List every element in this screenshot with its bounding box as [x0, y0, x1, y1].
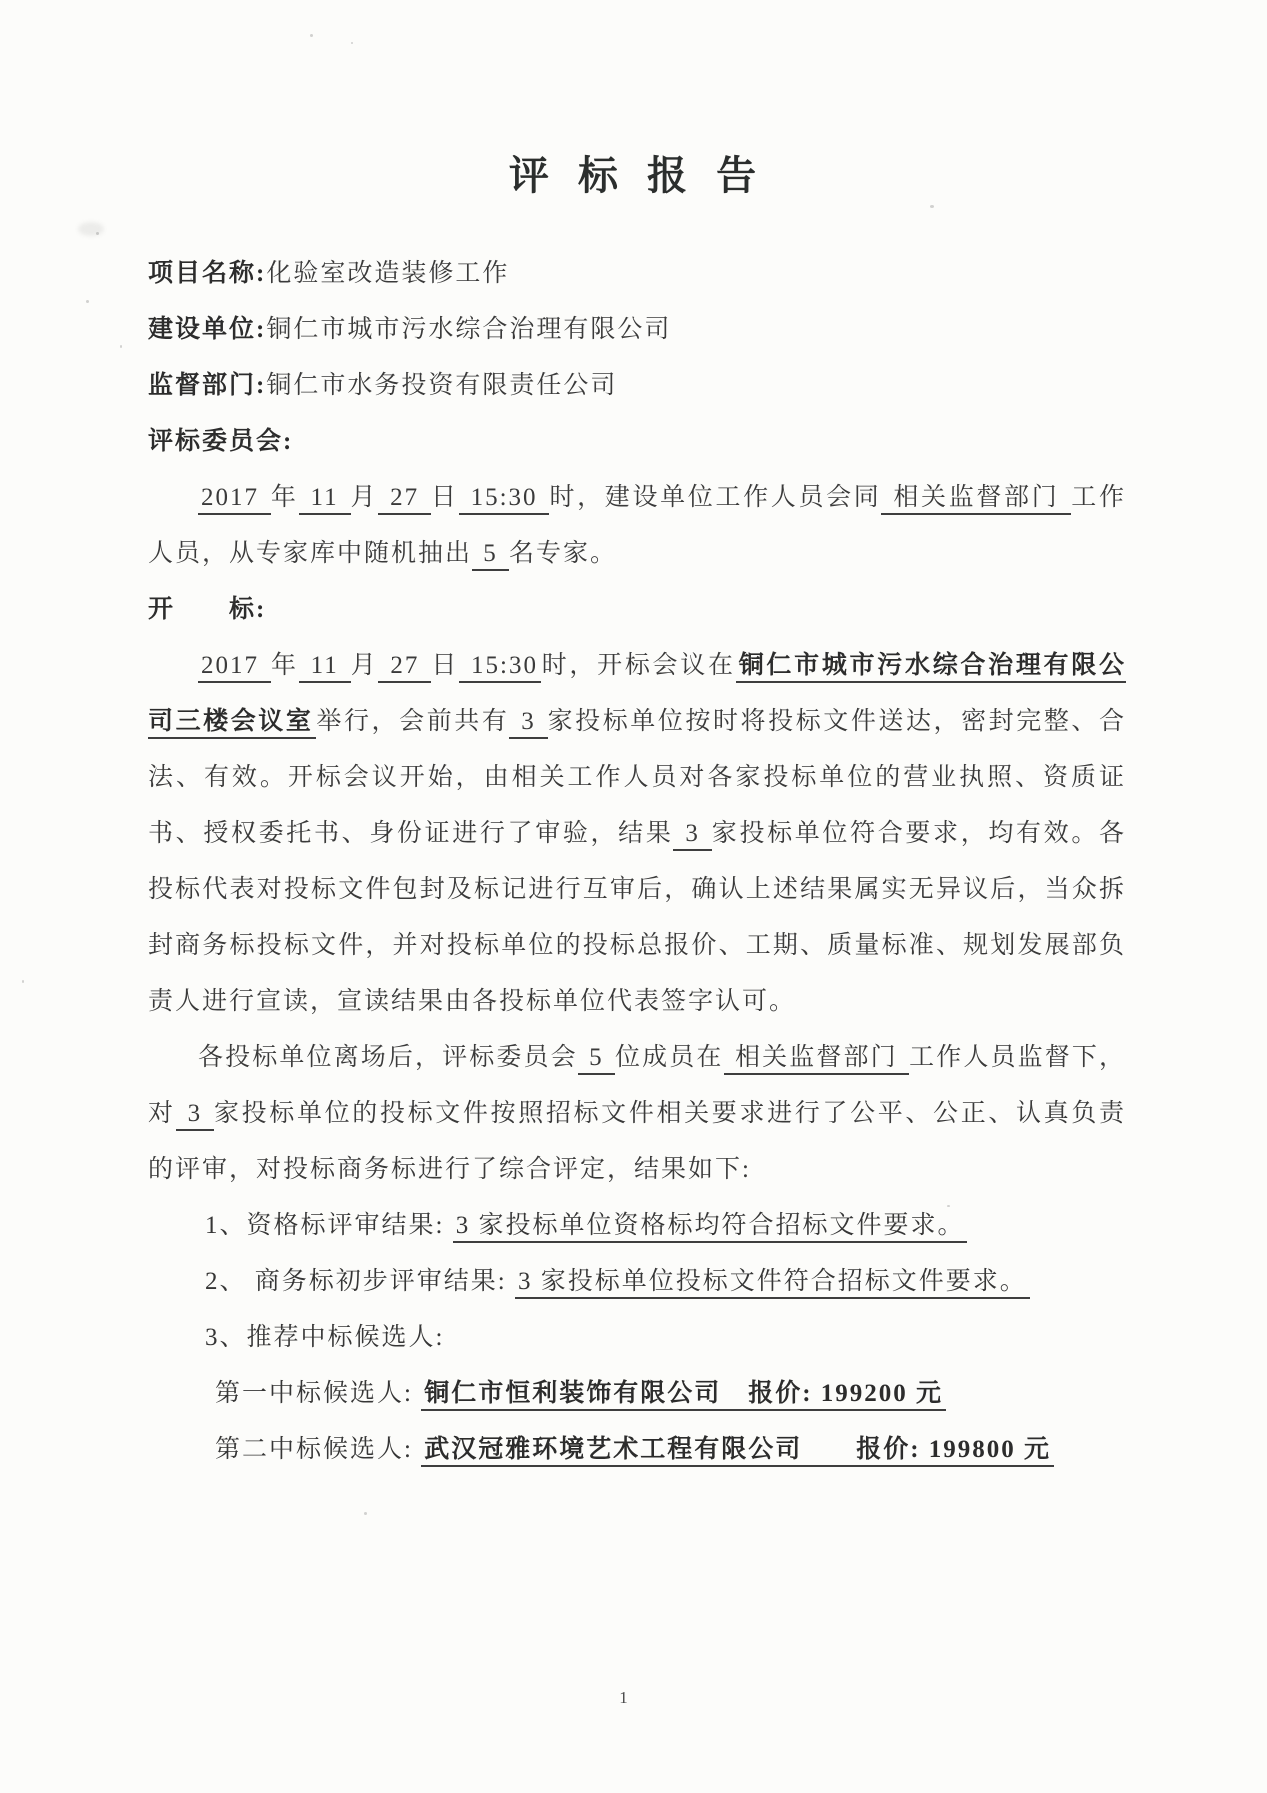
- text-run: 名专家。: [509, 540, 618, 567]
- result-prefix: 2、 商务标初步评审结果:: [205, 1268, 515, 1295]
- blank-year: 2017: [198, 652, 271, 683]
- candidate-second: [148, 1422, 1126, 1478]
- result-prefix: 1、资格标评审结果:: [205, 1212, 453, 1239]
- text-run: 位成员在: [615, 1044, 724, 1071]
- result-prefix: 3、推荐中标候选人:: [205, 1324, 445, 1351]
- text-run: 日: [431, 484, 459, 511]
- document-content: [148, 152, 1126, 1478]
- scan-speck: [310, 34, 313, 37]
- paragraph-evaluation: [148, 1030, 1126, 1198]
- text-run: 日: [431, 652, 460, 679]
- blank-qualified-count: 3: [673, 820, 711, 851]
- field-supervision-dept: [148, 358, 1126, 414]
- scan-speck: [120, 345, 122, 348]
- text-run: 年: [270, 484, 299, 511]
- text-run: 工作人员，从专家库中随机抽出: [148, 484, 1126, 567]
- blank-day: 27: [378, 652, 431, 683]
- candidate-label: 第一中标候选人:: [215, 1380, 422, 1407]
- scan-smudge: [78, 222, 104, 236]
- result-item-qualification: [148, 1198, 1126, 1254]
- page-title: 评 标 报 告: [508, 154, 766, 198]
- field-label: 项目名称:: [148, 260, 267, 287]
- result-conclusion: 3 家投标单位投标文件符合招标文件要求。: [515, 1268, 1030, 1299]
- result-item-candidates-heading: [148, 1310, 1126, 1366]
- section-heading-bid-opening: 开 标:: [148, 596, 267, 623]
- text-run: 家投标单位的投标文件按照招标文件相关要求进行了公平、公正、认真负责的评审，对投标商务标进行了综合评定，结果如下:: [148, 1100, 1126, 1183]
- text-run: 举行，会前共有: [316, 708, 510, 735]
- candidate-label: 第二中标候选人:: [215, 1436, 422, 1463]
- blank-expert-count: 5: [472, 540, 509, 571]
- field-construction-unit: [148, 302, 1126, 358]
- paragraph-bid-opening: [148, 638, 1126, 1030]
- text-run: 家投标单位按时将投标文件送达，密封完整、合法、有效。开标会议开始，由相关工作人员对各家投标单位的营业执照、资质证书、授权委托书、身份证进行了审验，结果: [148, 708, 1126, 847]
- field-project-name: [148, 246, 1126, 302]
- scan-speck: [364, 1512, 367, 1515]
- scan-speck: [351, 42, 353, 44]
- text-run: 时，开标会议在: [540, 652, 736, 679]
- blank-year: 2017: [198, 484, 271, 515]
- text-run: 时，建设单位工作人员会同: [549, 484, 882, 511]
- text-run: 月: [350, 652, 379, 679]
- field-value: 铜仁市城市污水综合治理有限公司: [266, 316, 672, 343]
- candidate-1-detail: 铜仁市恒利装饰有限公司 报价: 199200 元: [421, 1380, 946, 1411]
- candidate-first: [148, 1366, 1126, 1422]
- text-run: 月: [350, 484, 379, 511]
- field-label: 建设单位:: [148, 316, 267, 343]
- candidate-2-detail: 武汉冠雅环境艺术工程有限公司 报价: 199800 元: [421, 1436, 1054, 1467]
- result-item-commercial: [148, 1254, 1126, 1310]
- page-number: 1: [619, 1688, 628, 1707]
- blank-member-count: 5: [578, 1044, 615, 1075]
- section-heading-committee: 评标委员会:: [148, 428, 294, 455]
- text-run: 家投标单位符合要求，均有效。各投标代表对投标文件包封及标记进行互审后，确认上述结果属实无异议后，当众拆封商务标投标文件，并对投标单位的投标总报价、工期、质量标准、规划发展部负责人进行宣读，宣读结果由各投标单位代表签字认可。: [148, 820, 1126, 1015]
- field-value: 铜仁市水务投资有限责任公司: [266, 372, 618, 399]
- scan-speck: [96, 232, 99, 235]
- scan-speck: [86, 300, 89, 303]
- text-run: 年: [270, 652, 299, 679]
- paragraph-committee: [148, 470, 1126, 582]
- scan-speck: [22, 980, 24, 983]
- text-run: 各投标单位离场后，评标委员会: [198, 1044, 578, 1071]
- blank-supervision-dept: 相关监督部门: [881, 484, 1071, 515]
- blank-month: 11: [299, 652, 351, 683]
- field-value: 化验室改造装修工作: [266, 260, 510, 287]
- blank-time: 15:30: [459, 484, 550, 515]
- field-label: 监督部门:: [148, 372, 267, 399]
- blank-bidder-count: 3: [176, 1100, 214, 1131]
- blank-day: 27: [378, 484, 431, 515]
- venue-name: 铜仁市城市污水综合治理有限公司三楼会议室: [148, 652, 1126, 739]
- blank-bidder-count: 3: [509, 708, 547, 739]
- blank-time: 15:30: [459, 652, 541, 683]
- result-conclusion: 3 家投标单位资格标均符合招标文件要求。: [453, 1212, 968, 1243]
- blank-month: 11: [299, 484, 351, 515]
- blank-supervision-dept: 相关监督部门: [724, 1044, 910, 1075]
- text-run: 工作人员监督下，对: [148, 1044, 1126, 1127]
